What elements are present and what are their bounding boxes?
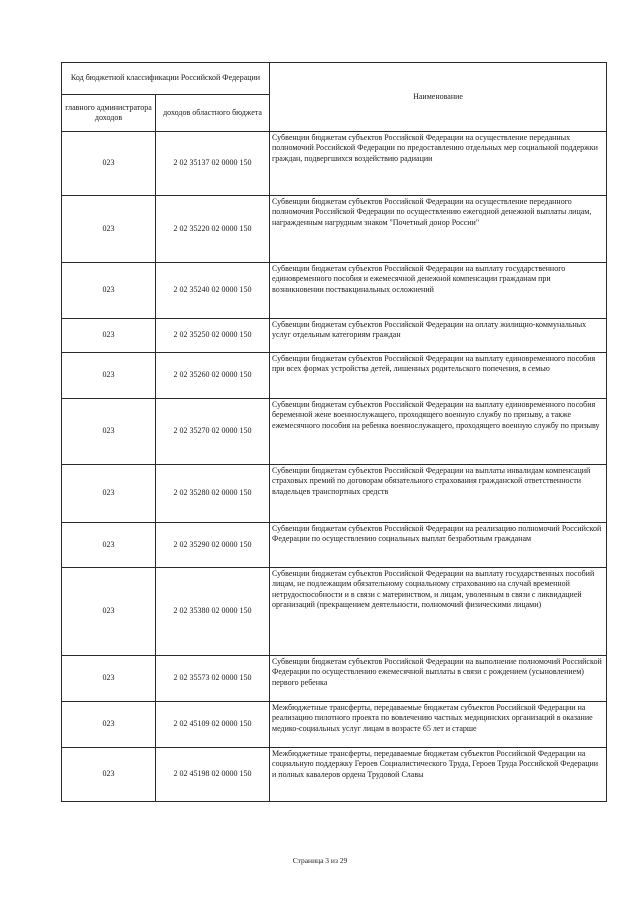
- description-cell: Межбюджетные трансферты, передаваемые бюджетам субъектов Российской Федерации на социальную поддержку Героев Социалистического Труда, Героев Труда Российской Федерации и полных кавалеров ордена Трудовой Славы: [270, 748, 607, 802]
- table-row: [62, 702, 607, 748]
- admin-code-cell: 023: [62, 353, 156, 399]
- description-cell: Субвенции бюджетам субъектов Российской Федерации на выплату государственного единовременного пособия и ежемесячной денежной компенсации гражданам при возникновении поствакцинальных осложнений: [270, 263, 607, 319]
- table-row: [62, 523, 607, 568]
- income-code-cell: 2 02 45198 02 0000 150: [156, 748, 270, 802]
- admin-code-cell: 023: [62, 523, 156, 568]
- description-cell: Субвенции бюджетам субъектов Российской Федерации на осуществление переданного полномочия Российской Федерации по осуществлению ежегодной денежной выплаты лицам, награжденным нагрудным знаком "Почетный донор России": [270, 196, 607, 263]
- table-row: [62, 263, 607, 319]
- income-code-cell: 2 02 35220 02 0000 150: [156, 196, 270, 263]
- admin-code-cell: 023: [62, 748, 156, 802]
- income-column-header: доходов областного бюджета: [156, 95, 270, 132]
- income-code-cell: 2 02 35573 02 0000 150: [156, 656, 270, 702]
- description-cell: Субвенции бюджетам субъектов Российской Федерации на выполнение полномочий Российской Федерации по осуществлению ежемесячной выплаты в связи с рождением (усыновлением) первого ребенка: [270, 656, 607, 702]
- table-row: [62, 132, 607, 196]
- income-code-cell: 2 02 35260 02 0000 150: [156, 353, 270, 399]
- income-code-cell: 2 02 35380 02 0000 150: [156, 568, 270, 656]
- table-row: [62, 196, 607, 263]
- income-code-cell: 2 02 35250 02 0000 150: [156, 319, 270, 353]
- table-row: [62, 568, 607, 656]
- description-cell: Субвенции бюджетам субъектов Российской Федерации на выплату единовременного пособия при всех формах устройства детей, лишенных родительского попечения, в семью: [270, 353, 607, 399]
- table-row: [62, 656, 607, 702]
- description-cell: Субвенции бюджетам субъектов Российской Федерации на осуществление переданных полномочий Российской Федерации по предоставлению отдельных мер социальной поддержки граждан, подвергшихся воздействию радиации: [270, 132, 607, 196]
- description-cell: Субвенции бюджетам субъектов Российской Федерации на выплаты инвалидам компенсаций страховых премий по договорам обязательного страхования гражданской ответственности владельцев транспортных средств: [270, 465, 607, 523]
- admin-code-cell: 023: [62, 465, 156, 523]
- admin-code-cell: 023: [62, 319, 156, 353]
- admin-code-cell: 023: [62, 399, 156, 465]
- group-header: Код бюджетной классификации Российской Федерации: [62, 63, 270, 95]
- income-code-cell: 2 02 35280 02 0000 150: [156, 465, 270, 523]
- admin-code-cell: 023: [62, 263, 156, 319]
- income-code-cell: 2 02 45109 02 0000 150: [156, 702, 270, 748]
- table-row: [62, 465, 607, 523]
- admin-code-cell: 023: [62, 196, 156, 263]
- description-cell: Субвенции бюджетам субъектов Российской Федерации на реализацию полномочий Российской Федерации по осуществлению социальных выплат безработным гражданам: [270, 523, 607, 568]
- admin-column-header: главного администратора доходов: [62, 95, 156, 132]
- description-cell: Субвенции бюджетам субъектов Российской Федерации на выплату государственных пособий лицам, не подлежащим обязательному социальному страхованию на случай временной нетрудоспособности и в связи с материнством, и лицам, уволенным в связи с ликвидацией организаций (прекращением деятельности, полномочий физическими лицами): [270, 568, 607, 656]
- income-code-cell: 2 02 35137 02 0000 150: [156, 132, 270, 196]
- table-header-row: [62, 63, 607, 95]
- page-number: Страница 3 из 29: [292, 856, 348, 865]
- table-row: [62, 748, 607, 802]
- income-code-cell: 2 02 35290 02 0000 150: [156, 523, 270, 568]
- table-row: [62, 319, 607, 353]
- name-column-header: Наименование: [270, 63, 607, 132]
- income-code-cell: 2 02 35240 02 0000 150: [156, 263, 270, 319]
- description-cell: Межбюджетные трансферты, передаваемые бюджетам субъектов Российской Федерации на реализацию пилотного проекта по вовлечению частных медицинских организаций в оказание медико-социальных услуг лицам в возрасте 65 лет и старше: [270, 702, 607, 748]
- admin-code-cell: 023: [62, 702, 156, 748]
- description-cell: Субвенции бюджетам субъектов Российской Федерации на выплату единовременного пособия беременной жене военнослужащего, проходящего военную службу по призыву, а также ежемесячного пособия на ребенка военнослужащего, проходящего военную службу по призыву: [270, 399, 607, 465]
- income-code-cell: 2 02 35270 02 0000 150: [156, 399, 270, 465]
- admin-code-cell: 023: [62, 132, 156, 196]
- admin-code-cell: 023: [62, 568, 156, 656]
- admin-code-cell: 023: [62, 656, 156, 702]
- table-row: [62, 399, 607, 465]
- description-cell: Субвенции бюджетам субъектов Российской Федерации на оплату жилищно-коммунальных услуг отдельным категориям граждан: [270, 319, 607, 353]
- table-row: [62, 353, 607, 399]
- budget-classification-table: [61, 62, 607, 802]
